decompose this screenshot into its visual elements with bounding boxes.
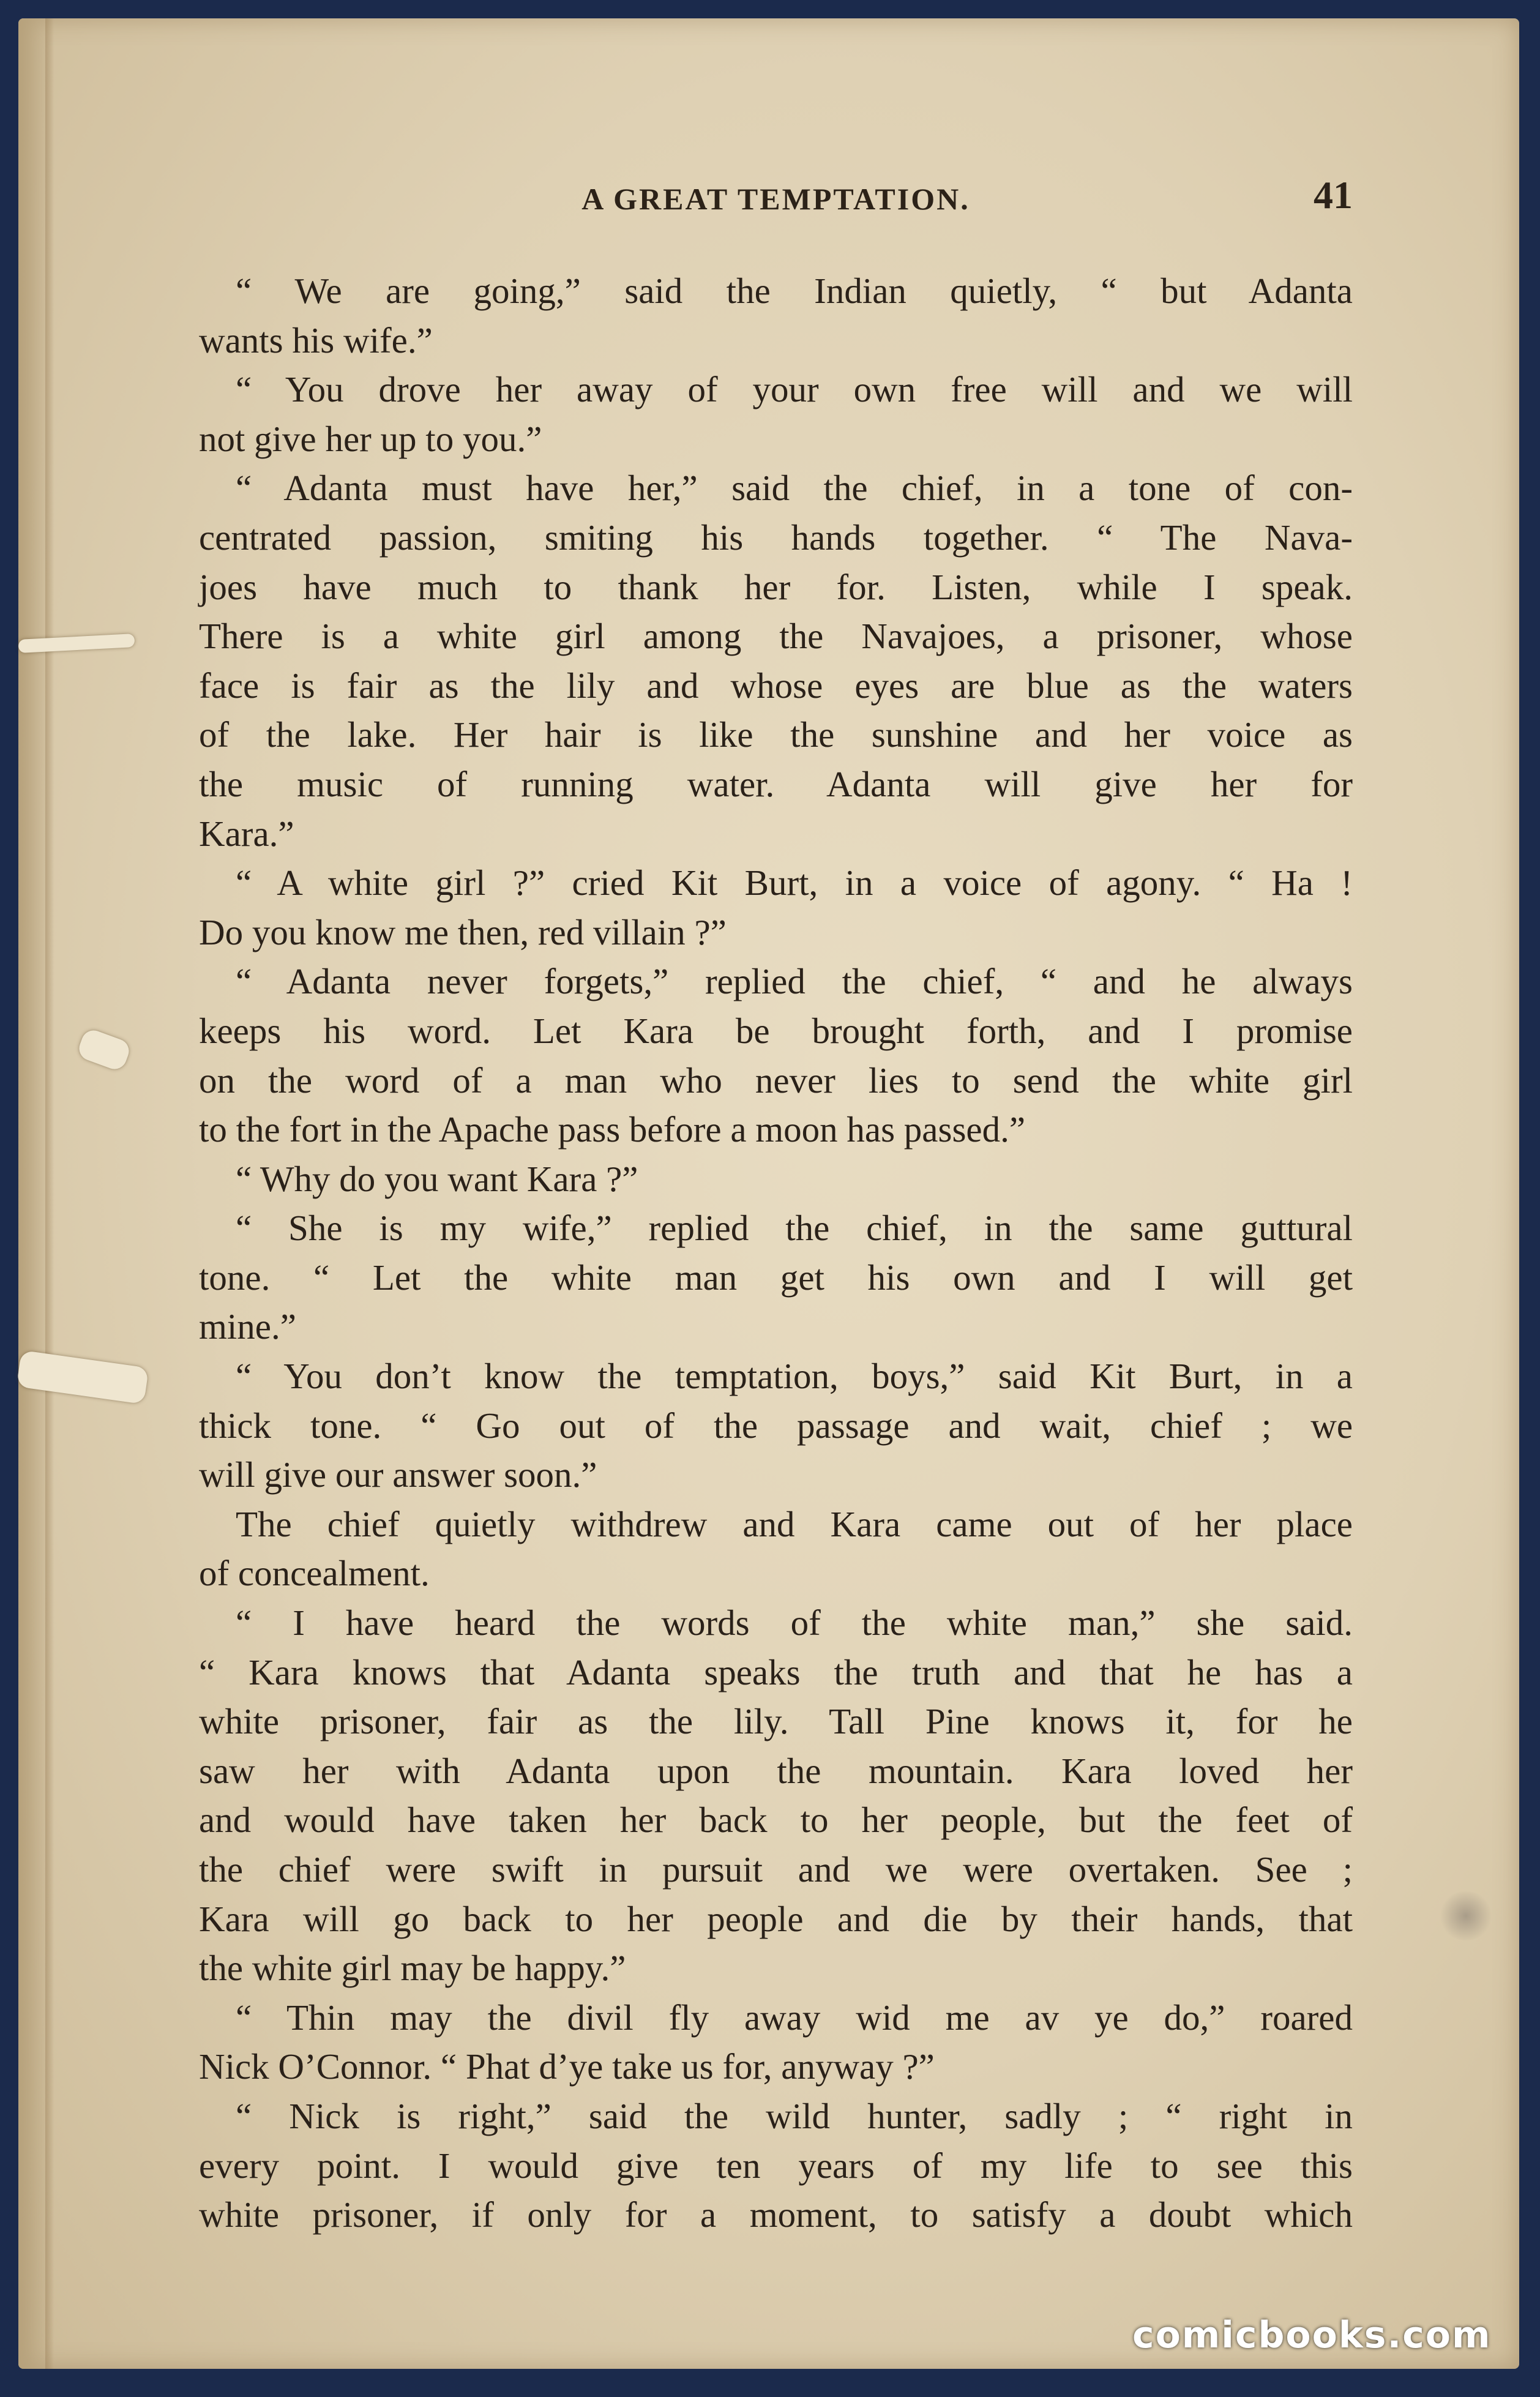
text-line: “ Adanta never forgets,” replied the chief, “ and he always bbox=[236, 961, 1353, 1002]
text-line: tone. “ Let the white man get his own and I will get bbox=[199, 1257, 1353, 1298]
text-line: Do you know me then, red villain ?” bbox=[199, 911, 727, 952]
page-stain bbox=[1438, 1891, 1493, 1940]
text-line: “ I have heard the words of the white man,” she said. bbox=[236, 1602, 1353, 1643]
text-line: “ You don’t know the temptation, boys,” said Kit Burt, in a bbox=[236, 1356, 1353, 1397]
text-line: of the lake. Her hair is like the sunshine and her voice as bbox=[199, 714, 1353, 755]
text-line: centrated passion, smiting his hands together. “ The Nava- bbox=[199, 517, 1353, 558]
page-number: 41 bbox=[1314, 173, 1353, 217]
text-line: Kara will go back to her people and die by their hands, that bbox=[199, 1898, 1353, 1939]
text-line: “ Thin may the divil fly away wid me av ye do,” roared bbox=[236, 1997, 1353, 2038]
binding-thread bbox=[76, 1027, 132, 1072]
text-line: white prisoner, fair as the lily. Tall Pine knows it, for he bbox=[199, 1701, 1353, 1742]
text-line: saw her with Adanta upon the mountain. Kara loved her bbox=[199, 1750, 1353, 1791]
text-line: of concealment. bbox=[199, 1553, 430, 1594]
text-line: will give our answer soon.” bbox=[199, 1454, 597, 1495]
text-line: and would have taken her back to her people, but the feet of bbox=[199, 1800, 1353, 1841]
text-line: “ We are going,” said the Indian quietly, “ but Adanta bbox=[236, 271, 1353, 311]
text-line: “ Why do you want Kara ?” bbox=[236, 1158, 638, 1199]
text-line: the white girl may be happy.” bbox=[199, 1948, 626, 1989]
text-line: thick tone. “ Go out of the passage and wait, chief ; we bbox=[199, 1405, 1353, 1446]
text-line: “ Kara knows that Adanta speaks the truth and that he has a bbox=[199, 1651, 1353, 1692]
text-line: face is fair as the lily and whose eyes are blue as the waters bbox=[199, 665, 1353, 706]
text-line: “ Nick is right,” said the wild hunter, sadly ; “ right in bbox=[236, 2095, 1353, 2136]
text-line: There is a white girl among the Navajoes, a prisoner, whose bbox=[199, 616, 1353, 657]
text-line: not give her up to you.” bbox=[199, 418, 542, 459]
text-line: on the word of a man who never lies to send the white girl bbox=[199, 1060, 1353, 1101]
text-line: wants his wife.” bbox=[199, 320, 433, 361]
running-header bbox=[199, 173, 1353, 228]
text-line: Nick O’Connor. “ Phat d’ye take us for, anyway ?” bbox=[199, 2046, 935, 2087]
text-line: keeps his word. Let Kara be brought forth, and I promise bbox=[199, 1010, 1353, 1051]
text-line: The chief quietly withdrew and Kara came out of her place bbox=[236, 1503, 1353, 1544]
running-title: A GREAT TEMPTATION. bbox=[581, 182, 970, 216]
text-line: mine.” bbox=[199, 1306, 296, 1347]
text-line: joes have much to thank her for. Listen, while I speak. bbox=[199, 566, 1353, 607]
text-line: white prisoner, if only for a moment, to satisfy a doubt which bbox=[199, 2194, 1353, 2235]
body-text bbox=[199, 266, 1353, 2240]
text-line: the chief were swift in pursuit and we were overtaken. See ; bbox=[199, 1849, 1353, 1890]
text-line: “ She is my wife,” replied the chief, in the same guttural bbox=[236, 1208, 1353, 1249]
text-line: the music of running water. Adanta will give her for bbox=[199, 763, 1353, 804]
watermark: comicbooks.com bbox=[1132, 2314, 1492, 2357]
text-line: every point. I would give ten years of my life to see this bbox=[199, 2145, 1353, 2186]
text-line: “ A white girl ?” cried Kit Burt, in a voice of agony. “ Ha ! bbox=[236, 862, 1353, 903]
binding-gutter bbox=[45, 18, 54, 2369]
text-line: “ You drove her away of your own free will and we will bbox=[236, 369, 1353, 410]
text-line: to the fort in the Apache pass before a moon has passed.” bbox=[199, 1109, 1026, 1150]
text-line: Kara.” bbox=[199, 813, 294, 854]
text-line: “ Adanta must have her,” said the chief, in a tone of con- bbox=[236, 468, 1353, 509]
